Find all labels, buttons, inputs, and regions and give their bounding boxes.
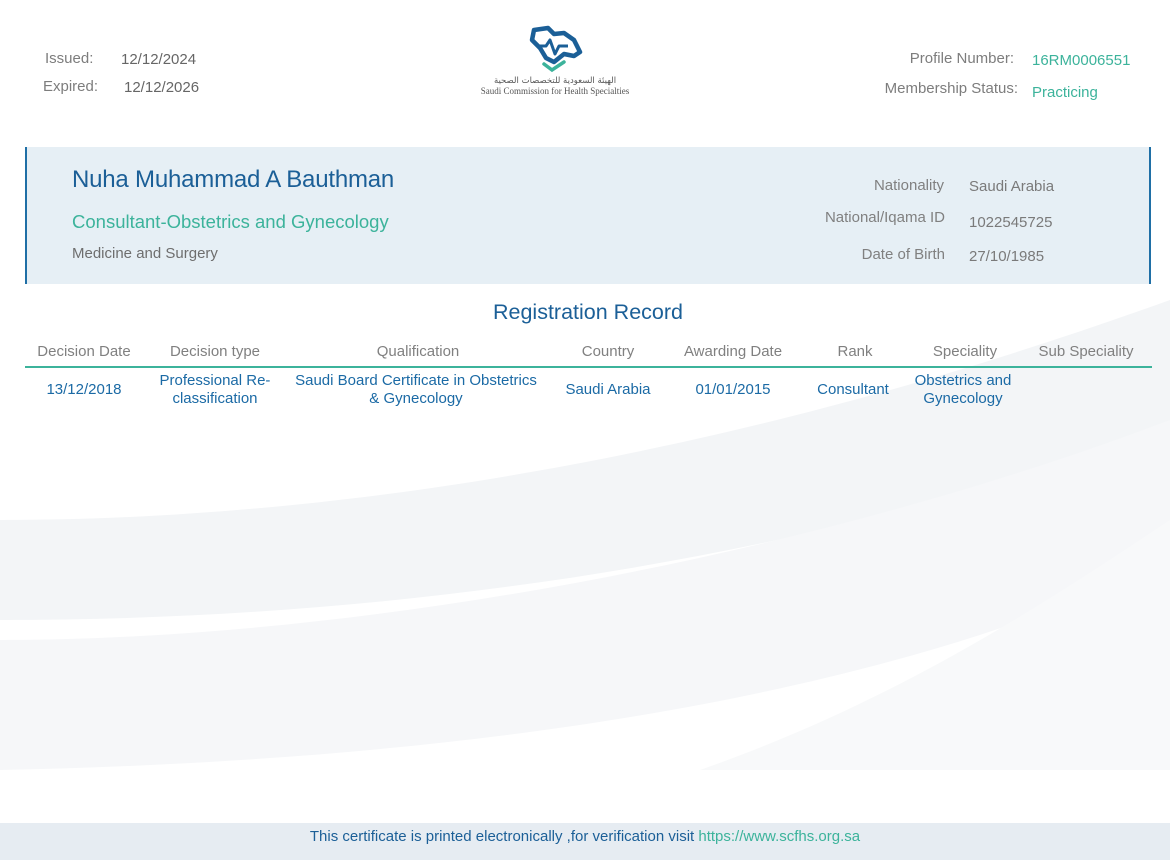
scfhs-logo [455,24,655,108]
profile-number-label: Profile Number: [909,50,1014,67]
issued-date: 12/12/2024 [121,51,197,68]
membership-status-label: Membership Status: [884,80,1018,97]
logo-arabic-text: الهيئة السعودية للتخصصات الصحية [493,76,617,86]
col-qualification: Qualification [376,343,460,360]
table-row [25,368,1152,412]
col-decision-date: Decision Date [37,343,131,360]
col-speciality: Speciality [932,343,998,360]
cell-rank: Consultant [817,381,889,398]
expired-date: 12/12/2026 [124,79,200,96]
cell-speciality: Obstetrics and Gynecology [914,372,1012,407]
date-of-birth-value: 27/10/1985 [969,248,1045,265]
person-title: Consultant-Obstetrics and Gynecology [72,211,389,232]
logo-english-text: Saudi Commission for Health Specialties [480,86,630,96]
issued-label: Issued: [45,50,94,67]
col-decision-type: Decision type [169,343,261,360]
national-id-value: 1022545725 [969,214,1053,231]
cell-decision-type: Professional Re- classification [159,372,271,407]
registration-record-title: Registration Record [492,300,683,324]
cell-country: Saudi Arabia [565,381,651,398]
cell-qualification: Saudi Board Certificate in Obstetrics & Gynecology [295,372,537,407]
nationality-label: Nationality [873,177,944,194]
profile-number: 16RM0006551 [1032,52,1131,69]
cell-sub-speciality [1031,368,1141,412]
verification-link[interactable]: https://www.scfhs.org.sa [698,828,861,845]
table-header [25,338,1152,368]
footer-note [0,828,1170,845]
person-name: Nuha Muhammad A Bauthman [72,166,395,193]
expired-label: Expired: [43,78,99,95]
date-of-birth-label: Date of Birth [861,246,945,263]
membership-status: Practicing [1032,84,1098,101]
scfhs-heart-map-icon [524,24,586,74]
registration-table [25,338,1152,412]
col-sub-speciality: Sub Speciality [1038,343,1134,360]
cell-decision-date: 13/12/2018 [46,381,122,398]
national-id-label: National/Iqama ID [824,209,945,226]
person-field: Medicine and Surgery [72,245,218,262]
col-country: Country [581,343,635,360]
nationality-value: Saudi Arabia [969,178,1055,195]
col-awarding-date: Awarding Date [683,343,783,360]
cell-awarding-date: 01/01/2015 [695,381,771,398]
footer-text: This certificate is printed electronically ,for verification visit [309,828,699,845]
col-rank: Rank [837,343,873,360]
